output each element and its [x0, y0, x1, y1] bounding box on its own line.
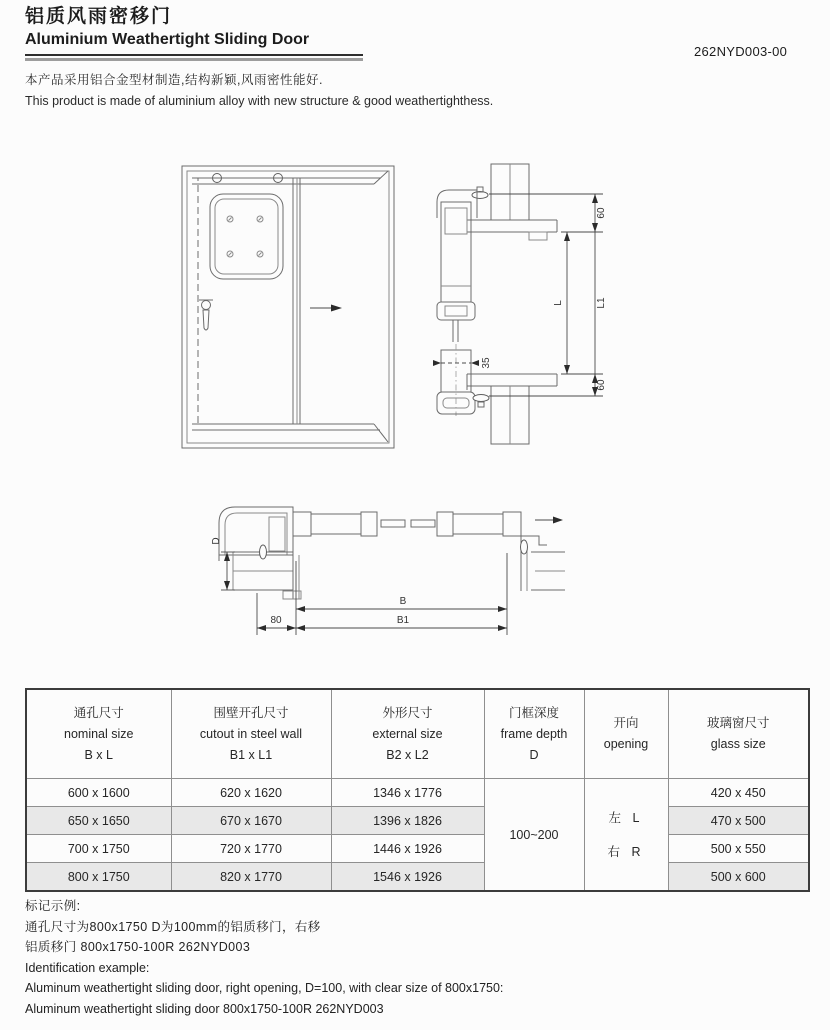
table-header-row: [26, 689, 809, 779]
header-cn: 开向: [613, 716, 639, 730]
dim-overall-height-l1: L1: [596, 297, 607, 309]
cell-cutout: 720 x 1770: [171, 835, 331, 863]
dim-cutout-width-b1: B1: [396, 615, 410, 626]
col-header-external-size: [331, 689, 484, 779]
header-sub: B2 x L2: [386, 747, 429, 762]
header-sub: B1 x L1: [229, 747, 273, 762]
description-chinese: 本产品采用铝合金型材制造,结构新颖,风雨密性能好.: [25, 73, 323, 87]
header-en: external size: [372, 726, 443, 741]
cell-external: 1396 x 1826: [331, 807, 484, 835]
col-header-cutout-size: [171, 689, 331, 779]
table-row: [26, 779, 809, 807]
cell-external: 1446 x 1926: [331, 835, 484, 863]
description-english: This product is made of aluminium alloy with new structure & good weathertighthess.: [25, 94, 494, 108]
plan-section-drawing: [205, 495, 565, 640]
dim-wall-offset-80: 80: [270, 615, 282, 626]
example-cn-line2: 铝质移门 800x1750-100R 262NYD003: [25, 940, 251, 954]
table-row: [26, 863, 809, 892]
cell-frame-depth: 100~200: [484, 779, 584, 892]
col-header-nominal-size: [26, 689, 171, 779]
cell-glass: 420 x 450: [668, 779, 809, 807]
title-underline: [25, 54, 363, 61]
cell-external: 1546 x 1926: [331, 863, 484, 892]
table-row: [26, 807, 809, 835]
vertical-section-drawing: [425, 158, 610, 448]
header-cn: 围壁开孔尺寸: [213, 705, 289, 720]
cell-glass: 500 x 550: [668, 835, 809, 863]
table-row: [26, 835, 809, 863]
header-cn: 门框深度: [508, 705, 559, 720]
col-header-opening: [584, 689, 668, 779]
door-elevation-drawing: [168, 158, 408, 458]
header-en: cutout in steel wall: [199, 726, 303, 741]
header-en: glass size: [710, 737, 766, 751]
header-sub: B x L: [84, 747, 113, 762]
col-header-frame-depth: [484, 689, 584, 779]
cell-nominal: 700 x 1750: [26, 835, 171, 863]
cell-external: 1346 x 1776: [331, 779, 484, 807]
example-en-line1: Aluminum weathertight sliding door, right opening, D=100, with clear size of 800x1750:: [25, 981, 504, 995]
cell-opening: [584, 779, 668, 892]
header-sub: D: [529, 747, 539, 762]
cell-glass: 470 x 500: [668, 807, 809, 835]
col-header-glass-size: [668, 689, 809, 779]
header-cn: 外形尺寸: [382, 705, 433, 720]
product-description: [25, 70, 625, 112]
example-cn-line1: 通孔尺寸为800x1750 D为100mm的铝质移门，右移: [25, 919, 321, 934]
page-title-chinese: 铝质风雨密移门: [25, 6, 173, 27]
dim-leaf-thickness: 35: [481, 357, 492, 369]
cell-cutout: 820 x 1770: [171, 863, 331, 892]
header-en: opening: [603, 737, 649, 751]
page-title-english: Aluminium Weathertight Sliding Door: [25, 31, 310, 48]
cell-nominal: 800 x 1750: [26, 863, 171, 892]
example-title-cn: 标记示例:: [25, 899, 81, 913]
dim-top-offset: 60: [596, 207, 607, 219]
header-cn: 玻璃窗尺寸: [706, 716, 770, 730]
example-en-line2: Aluminum weathertight sliding door 800x1750-100R 262NYD003: [25, 1001, 384, 1016]
cell-nominal: 650 x 1650: [26, 807, 171, 835]
header-cn: 通孔尺寸: [73, 705, 124, 720]
cell-glass: 500 x 600: [668, 863, 809, 892]
specification-table: [25, 688, 810, 892]
header-en: frame depth: [500, 726, 568, 741]
opening-right-label: 右 R: [607, 844, 645, 859]
cell-cutout: 620 x 1620: [171, 779, 331, 807]
dim-clear-width-b: B: [399, 596, 407, 607]
header-en: nominal size: [64, 726, 134, 741]
document-number: 262NYD003-00: [694, 44, 788, 59]
identification-example: [25, 896, 725, 1019]
dim-opening-height-l: L: [553, 300, 564, 306]
title-block: [25, 5, 445, 61]
dim-frame-depth-d: D: [211, 537, 222, 545]
cell-nominal: 600 x 1600: [26, 779, 171, 807]
opening-left-label: 左 L: [608, 810, 644, 825]
example-title-en: Identification example:: [25, 960, 150, 975]
cell-cutout: 670 x 1670: [171, 807, 331, 835]
dim-bottom-offset: 60: [596, 379, 607, 391]
